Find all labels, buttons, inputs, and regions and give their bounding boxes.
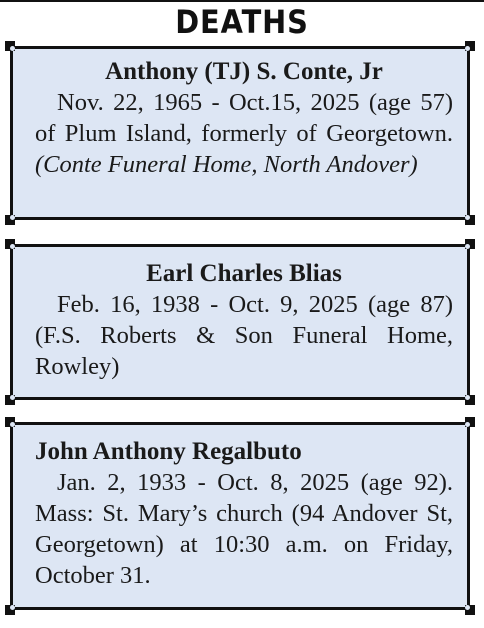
- corner-ornament-icon: [5, 417, 15, 427]
- obituary-card: [10, 422, 470, 610]
- obituary-card: [10, 244, 470, 400]
- corner-ornament-icon: [5, 239, 15, 249]
- obituary-name: John Anthony Regalbuto: [35, 438, 302, 465]
- obituary-details: Jan. 2, 1933 - Oct. 8, 2025 (age 92). Mass: St. Mary’s church (94 Andover St, Georgetown) at 10:30 a.m. on Friday, October 31.: [35, 469, 453, 589]
- obituary-name: Anthony (TJ) S. Conte, Jr: [105, 58, 383, 85]
- obituary-dates: Nov. 22, 1965 - Oct.15, 2025 (age 57) of Plum Island, formerly of Georgetown.: [35, 89, 453, 147]
- corner-ornament-icon: [465, 417, 475, 427]
- corner-ornament-icon: [465, 239, 475, 249]
- corner-ornament-icon: [465, 395, 475, 405]
- corner-ornament-icon: [465, 215, 475, 225]
- obituary-name: Earl Charles Blias: [146, 260, 342, 287]
- corner-ornament-icon: [5, 41, 15, 51]
- obituary-content: [35, 437, 453, 591]
- corner-ornament-icon: [5, 215, 15, 225]
- obituary-details: [35, 87, 453, 180]
- corner-ornament-icon: [465, 41, 475, 51]
- obituary-details: Feb. 16, 1938 - Oct. 9, 2025 (age 87) (F.S. Roberts & Son Funeral Home, Rowley): [35, 291, 453, 380]
- corner-ornament-icon: [5, 605, 15, 615]
- section-title: DEATHS: [175, 3, 309, 41]
- obituary-content: [35, 57, 453, 180]
- obituary-card: [10, 46, 470, 220]
- corner-ornament-icon: [5, 395, 15, 405]
- corner-ornament-icon: [465, 605, 475, 615]
- funeral-home: (Conte Funeral Home, North Andover): [35, 151, 418, 178]
- obituary-content: [35, 259, 453, 382]
